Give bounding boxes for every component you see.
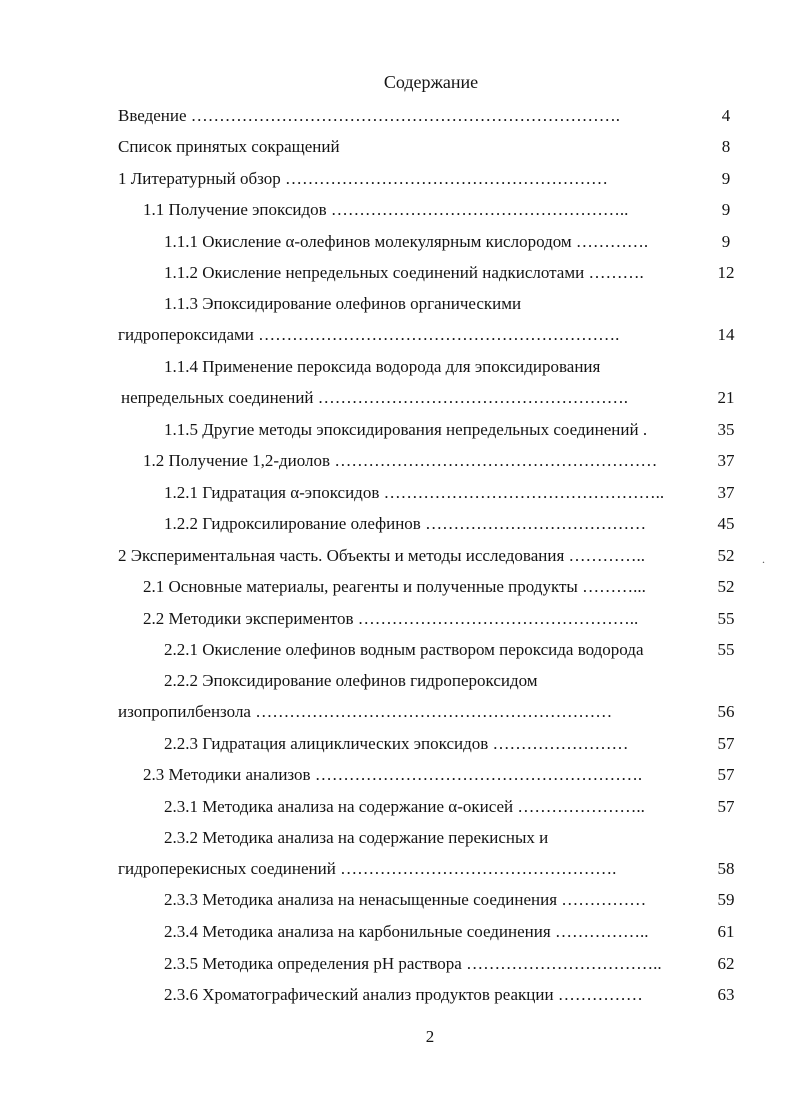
toc-entry-text: 2.1 Основные материалы, реагенты и полученные продукты ………...: [143, 577, 646, 596]
toc-entry: [143, 198, 628, 222]
toc-entry: [143, 449, 657, 473]
toc-entry: [118, 544, 645, 568]
toc-entry-page: 52: [717, 577, 735, 596]
toc-entry-text: 2.3.2 Методика анализа на содержание перекисных и: [164, 828, 549, 847]
toc-entry-text: 1.1.4 Применение пероксида водорода для эпоксидирования: [164, 357, 601, 376]
toc-entry-text: 1.1.5 Другие методы эпоксидирования непредельных соединений .: [164, 420, 648, 439]
toc-entry: [164, 418, 647, 442]
toc-entry: [164, 481, 664, 505]
toc-entry-text: 2.3.5 Методика определения pH раствора ……………………………..: [164, 954, 662, 973]
toc-entry-text: 2.2.2 Эпоксидирование олефинов гидропероксидом: [164, 671, 538, 690]
toc-entry-text: 1.2 Получение 1,2-диолов …………………………………………………: [143, 451, 658, 470]
toc-entry-page: 62: [717, 954, 735, 973]
toc-entry-text: изопропилбензола ………………………………………………………: [118, 702, 613, 721]
toc-entry-page: 8: [721, 137, 731, 156]
toc-entry: [164, 230, 648, 254]
toc-entry-page: 55: [717, 609, 735, 628]
toc-entry: [164, 983, 643, 1007]
toc-entry-page: 52: [717, 546, 735, 565]
toc-entry-page: 35: [717, 420, 735, 439]
toc-entry-page: 63: [717, 985, 735, 1004]
toc-entry-text: 1.1.1 Окисление α-олефинов молекулярным кислородом ………….: [164, 232, 649, 251]
toc-entry-page: [706, 826, 746, 850]
toc-entry-text: 1.2.1 Гидратация α-эпоксидов …………………………………………..: [164, 483, 665, 502]
toc-entry-page: [706, 355, 746, 379]
toc-entry-text: Введение ………………………………………………………………….: [118, 106, 621, 125]
toc-entry-page: 14: [717, 325, 735, 344]
toc-entry: [164, 638, 644, 662]
toc-entry: [118, 857, 616, 881]
toc-entry-page: 58: [717, 859, 735, 878]
toc-entry-page: 12: [717, 263, 735, 282]
toc-entry: [118, 104, 620, 128]
toc-entry: [143, 575, 646, 599]
toc-entry-page: [706, 292, 746, 316]
toc-entry-text: 2.2.3 Гидратация алициклических эпоксидов ……………………: [164, 734, 629, 753]
toc-entry-page: 9: [721, 169, 731, 188]
toc-entry-text: Список принятых сокращений: [118, 137, 340, 156]
toc-entry: [164, 512, 646, 536]
toc-entry: [164, 292, 521, 316]
toc-entry-text: 2.2 Методики экспериментов …………………………………………..: [143, 609, 639, 628]
page-number: 2: [425, 1027, 435, 1046]
toc-entry-page: 9: [721, 200, 731, 219]
toc-entry-page: 55: [717, 640, 735, 659]
toc-entry-text: гидропероксидами ……………………………………………………….: [118, 325, 620, 344]
toc-entry: [121, 386, 628, 410]
toc-entry-page: 57: [717, 734, 735, 753]
toc-entry-page: 37: [717, 483, 735, 502]
toc-entry-text: непредельных соединений ……………………………………………….: [121, 388, 629, 407]
toc-entry-text: 2.3.1 Методика анализа на содержание α-окисей …………………..: [164, 797, 645, 816]
toc-entry: [164, 826, 548, 850]
toc-entry: [118, 323, 619, 347]
toc-entry-page: 56: [717, 702, 735, 721]
toc-entry: [118, 167, 608, 191]
toc-entry-page: 45: [717, 514, 735, 533]
toc-entry-text: 2.2.1 Окисление олефинов водным раствором пероксида водорода: [164, 640, 644, 659]
toc-entry-page: 61: [717, 922, 735, 941]
toc-entry-text: 2.3.3 Методика анализа на ненасыщенные соединения ……………: [164, 890, 647, 909]
toc-entry: [164, 795, 645, 819]
toc-entry-text: 1.2.2 Гидроксилирование олефинов …………………………………: [164, 514, 647, 533]
toc-entry-page: 21: [717, 388, 735, 407]
toc-entry-page: [706, 669, 746, 693]
toc-entry-text: 2 Экспериментальная часть. Объекты и методы исследования …………..: [118, 546, 646, 565]
toc-entry-text: 1.1.2 Окисление непредельных соединений надкислотами ……….: [164, 263, 644, 282]
toc-entry-page: 57: [717, 797, 735, 816]
toc-entry-text: 2.3 Методики анализов ………………………………………………….: [143, 765, 643, 784]
toc-entry-page: 9: [721, 232, 731, 251]
toc-entry: [143, 763, 642, 787]
toc-entry-text: 2.3.4 Методика анализа на карбонильные соединения ……………..: [164, 922, 649, 941]
toc-entry: [118, 135, 340, 159]
toc-entry-text: 2.3.6 Хроматографический анализ продуктов реакции ……………: [164, 985, 643, 1004]
toc-entry-page: 37: [717, 451, 735, 470]
toc-entry: [118, 700, 612, 724]
page-title: Содержание: [383, 72, 479, 92]
toc-entry: [164, 355, 600, 379]
toc-entry-page: 57: [717, 765, 735, 784]
toc-entry-text: 1.1.3 Эпоксидирование олефинов органическими: [164, 294, 522, 313]
toc-entry-page: 59: [717, 890, 735, 909]
stray-mark: .: [762, 552, 765, 566]
toc-entry: [164, 888, 646, 912]
toc-entry-page: 4: [721, 106, 731, 125]
toc-entry: [164, 952, 662, 976]
toc-entry: [164, 669, 538, 693]
toc-entry-text: 1.1 Получение эпоксидов ……………………………………………..: [143, 200, 629, 219]
toc-entry-text: 1 Литературный обзор …………………………………………………: [118, 169, 609, 188]
toc-entry: [164, 261, 644, 285]
toc-entry: [164, 732, 629, 756]
toc-entry: [143, 607, 638, 631]
toc-entry: [164, 920, 648, 944]
toc-entry-text: гидроперекисных соединений ………………………………………….: [118, 859, 617, 878]
